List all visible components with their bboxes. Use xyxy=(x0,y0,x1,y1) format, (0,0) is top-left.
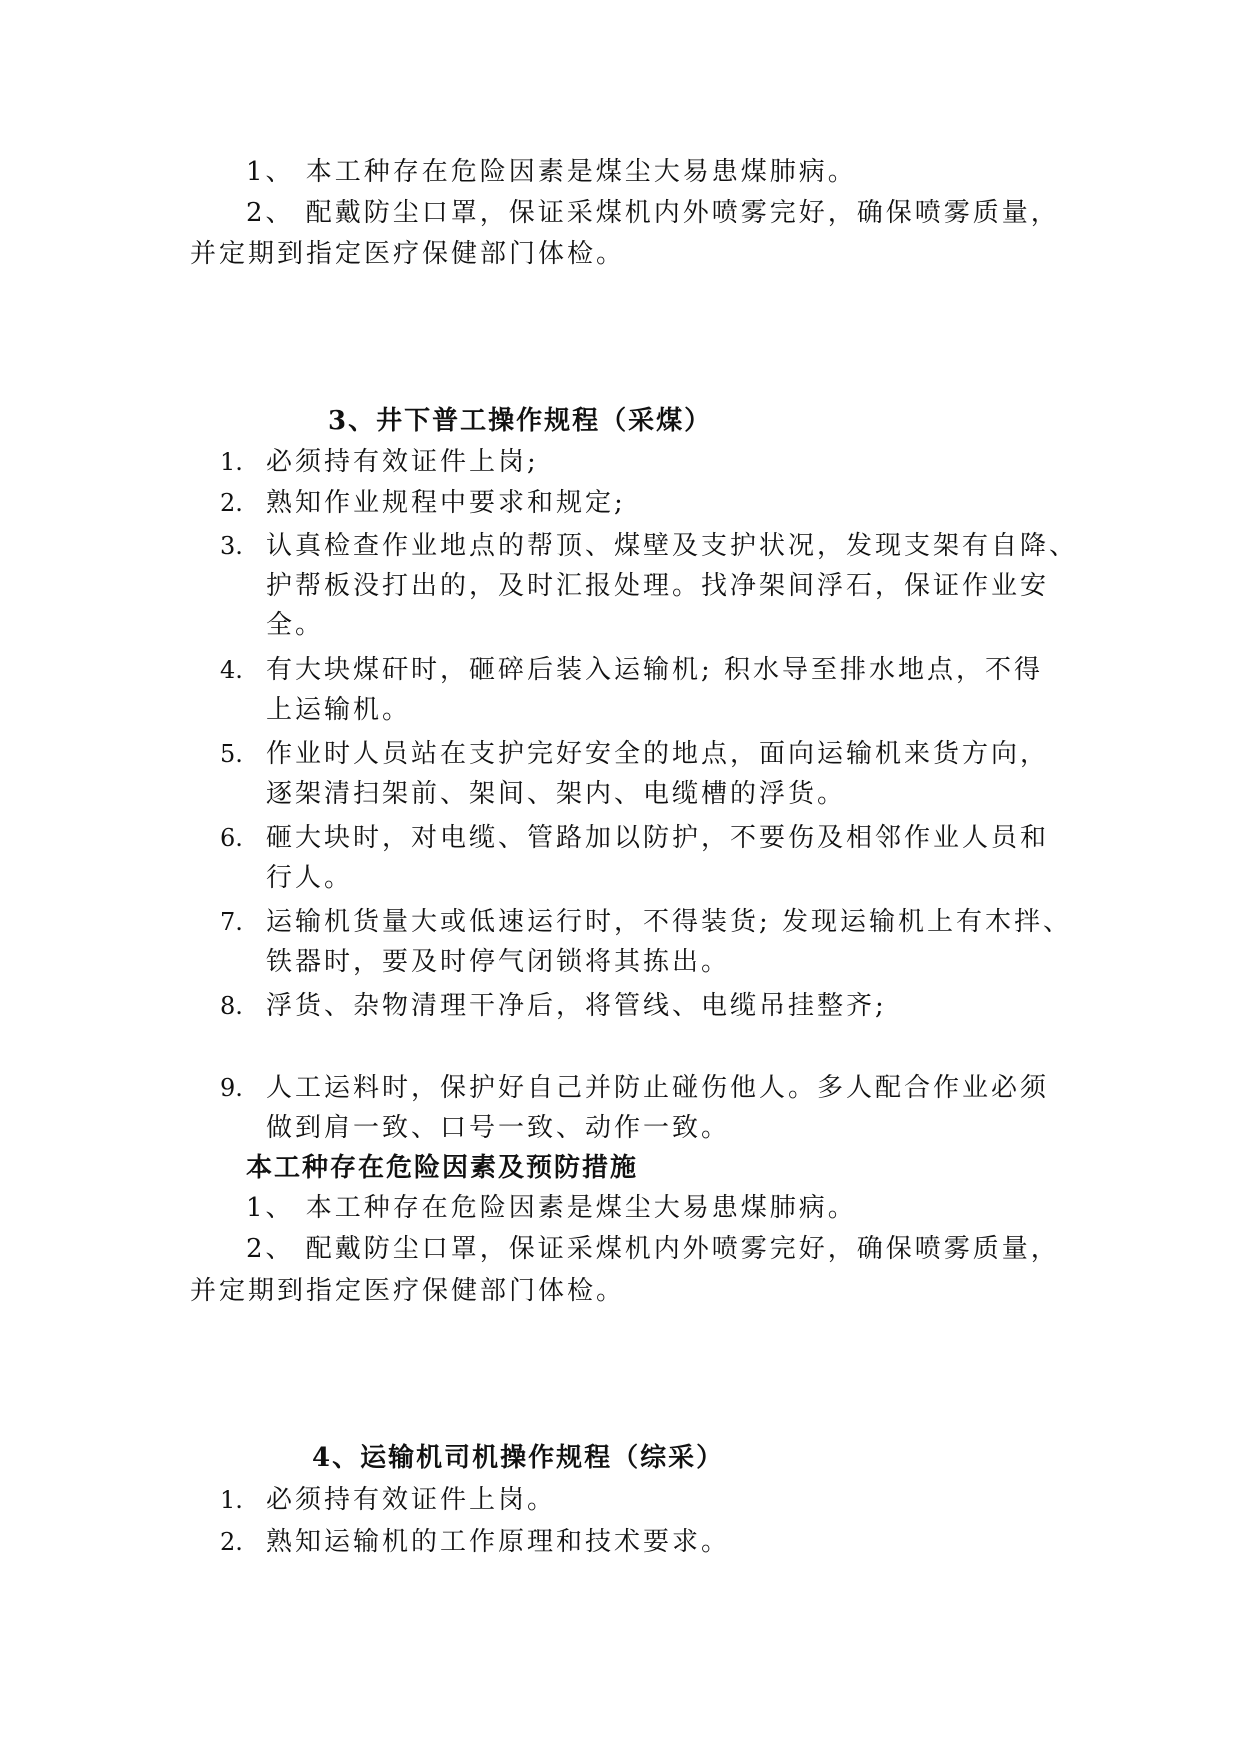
item-number: 1. xyxy=(220,448,243,476)
top-hazard-item-2-line-2: 并定期到指定医疗保健部门体检。 xyxy=(190,239,626,269)
item-text: 熟知运输机的工作原理和技术要求。 xyxy=(266,1527,731,1557)
item-text: 做到肩一致、口号一致、动作一致。 xyxy=(266,1113,731,1143)
item-text: 铁器时，要及时停气闭锁将其拣出。 xyxy=(266,947,731,977)
item-text: 有大块煤矸时，砸碎后装入运输机; 积水导至排水地点，不得 xyxy=(266,655,1044,685)
item-text: 砸大块时，对电缆、管路加以防护，不要伤及相邻作业人员和 xyxy=(266,823,1050,853)
section-4-title: 4、运输机司机操作规程（综采） xyxy=(312,1443,725,1473)
item-text: 认真检查作业地点的帮顶、煤壁及支护状况，发现支架有自降、 xyxy=(266,531,1079,561)
item-number: 8. xyxy=(220,992,243,1020)
item-number: 4. xyxy=(220,656,243,684)
item-text: 上运输机。 xyxy=(266,695,412,725)
item-number: 7. xyxy=(220,908,243,936)
hazard-heading: 本工种存在危险因素及预防措施 xyxy=(246,1153,639,1183)
item-text: 熟知作业规程中要求和规定; xyxy=(266,488,626,518)
item-text: 护帮板没打出的，及时汇报处理。找净架间浮石，保证作业安 xyxy=(266,571,1050,601)
hazard-item-1: 1、 本工种存在危险因素是煤尘大易患煤肺病。 xyxy=(246,1193,857,1223)
item-number: 3. xyxy=(220,532,243,560)
item-number: 6. xyxy=(220,824,243,852)
item-text: 行人。 xyxy=(266,863,354,893)
top-hazard-item-1: 1、 本工种存在危险因素是煤尘大易患煤肺病。 xyxy=(246,157,857,187)
item-text: 必须持有效证件上岗; xyxy=(266,447,539,477)
item-text: 必须持有效证件上岗。 xyxy=(266,1485,557,1515)
item-text: 浮货、杂物清理干净后，将管线、电缆吊挂整齐; xyxy=(266,991,887,1021)
item-text: 全。 xyxy=(266,610,325,640)
item-number: 2. xyxy=(220,1528,243,1556)
item-number: 5. xyxy=(220,740,243,768)
top-hazard-item-2-line-1: 2、 配戴防尘口罩，保证采煤机内外喷雾完好，确保喷雾质量， xyxy=(246,198,1060,228)
item-text: 运输机货量大或低速运行时，不得装货; 发现运输机上有木拌、 xyxy=(266,907,1073,937)
section-3-title: 3、井下普工操作规程（采煤） xyxy=(328,406,713,436)
item-number: 9. xyxy=(220,1074,243,1102)
hazard-item-2-line-2: 并定期到指定医疗保健部门体检。 xyxy=(190,1276,626,1306)
item-text: 人工运料时，保护好自己并防止碰伤他人。多人配合作业必须 xyxy=(266,1073,1050,1103)
item-number: 2. xyxy=(220,489,243,517)
item-number: 1. xyxy=(220,1486,243,1514)
hazard-item-2-line-1: 2、 配戴防尘口罩，保证采煤机内外喷雾完好，确保喷雾质量， xyxy=(246,1234,1060,1264)
item-text: 逐架清扫架前、架间、架内、电缆槽的浮货。 xyxy=(266,779,847,809)
item-text: 作业时人员站在支护完好安全的地点，面向运输机来货方向， xyxy=(266,739,1050,769)
